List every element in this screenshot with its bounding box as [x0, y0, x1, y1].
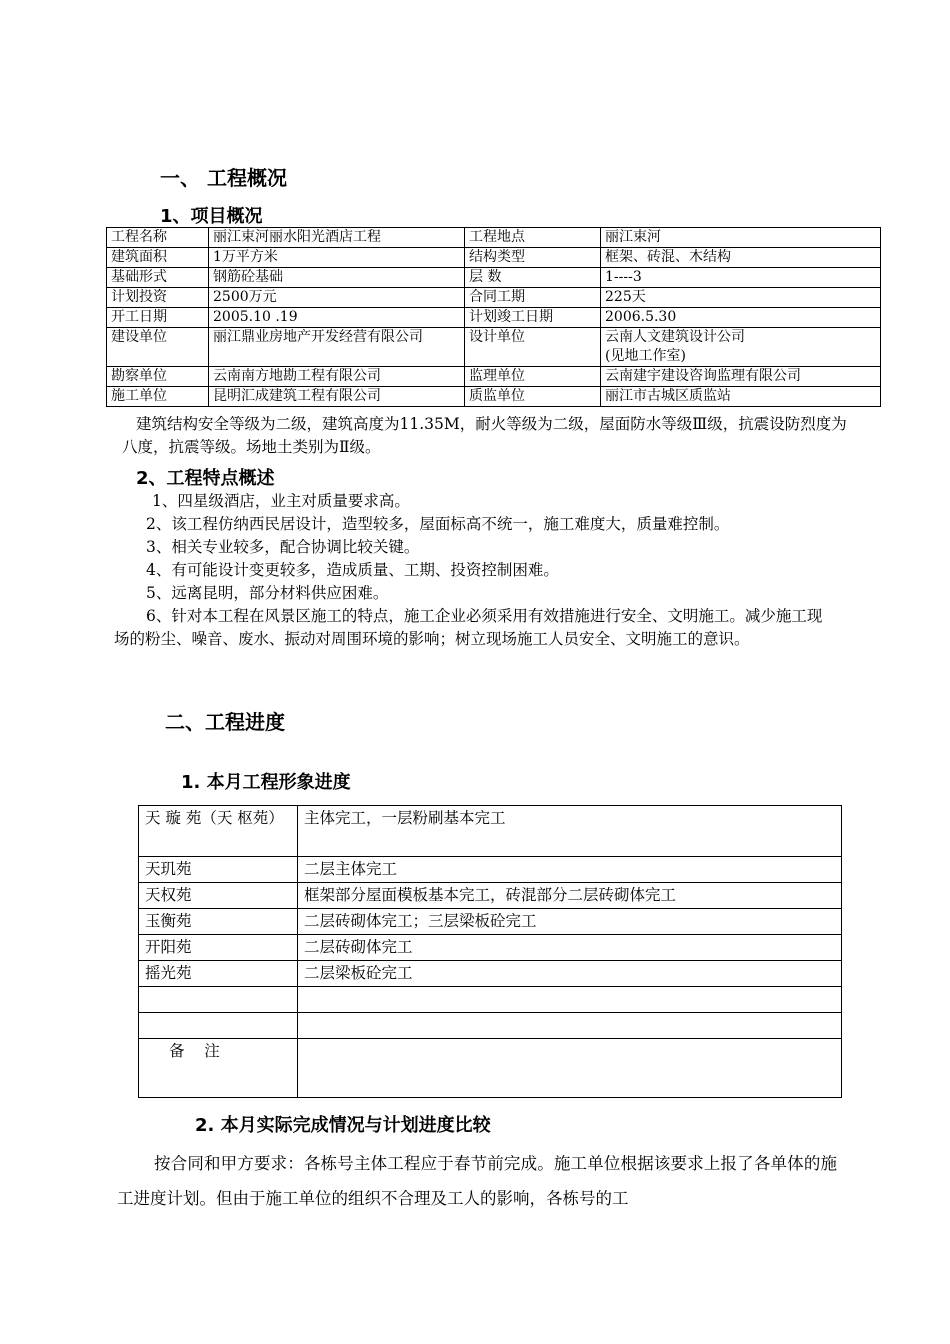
table-cell: 丽江束河丽水阳光酒店工程	[209, 228, 465, 248]
table-cell	[139, 987, 298, 1013]
list-item: 6、针对本工程在风景区施工的特点，施工企业必须采用有效措施进行安全、文明施工。减少施工现场的粉尘、噪音、废水、振动对周围环境的影响；树立现场施工人员安全、文明施工的意识。	[114, 607, 823, 648]
table-cell: 建设单位	[107, 328, 209, 367]
list-item: 1、四星级酒店，业主对质量要求高。	[152, 492, 410, 510]
table-row	[139, 935, 842, 961]
table-row	[107, 328, 881, 367]
table-cell: 天权苑	[139, 883, 298, 909]
table-row	[107, 248, 881, 268]
table-row	[107, 387, 881, 407]
table-cell: 云南人文建筑设计公司 (见地工作室)	[601, 328, 881, 367]
list-item: 2、该工程仿纳西民居设计，造型较多，屋面标高不统一，施工难度大，质量难控制。	[146, 515, 730, 533]
table-cell: 二层主体完工	[298, 857, 842, 883]
table-cell: 基础形式	[107, 268, 209, 288]
table-cell: 设计单位	[465, 328, 601, 367]
table-row	[139, 857, 842, 883]
table-cell: 工程名称	[107, 228, 209, 248]
table-cell: 计划竣工日期	[465, 308, 601, 328]
table-cell: 二层砖砌体完工	[298, 935, 842, 961]
table-cell: 框架部分屋面模板基本完工，砖混部分二层砖砌体完工	[298, 883, 842, 909]
table-row	[107, 308, 881, 328]
table-row	[139, 883, 842, 909]
table-cell: 2500万元	[209, 288, 465, 308]
table-cell: 框架、砖混、木结构	[601, 248, 881, 268]
table-cell: 勘察单位	[107, 367, 209, 387]
table-cell: 备 注	[139, 1039, 298, 1098]
table-row	[107, 268, 881, 288]
table-row	[139, 1039, 842, 1098]
table-cell: 钢筋砼基础	[209, 268, 465, 288]
table-cell: 丽江束河	[601, 228, 881, 248]
table-row	[107, 228, 881, 248]
table-row	[139, 1013, 842, 1039]
subsection-title-project: 1、项目概况	[160, 206, 263, 227]
table-cell: 云南建宇建设咨询监理有限公司	[601, 367, 881, 387]
table-cell: 天玑苑	[139, 857, 298, 883]
table-row	[107, 288, 881, 308]
table-cell: 二层梁板砼完工	[298, 961, 842, 987]
table-cell: 2006.5.30	[601, 308, 881, 328]
table-cell: 225天	[601, 288, 881, 308]
features-list	[114, 490, 836, 651]
table-cell: 天 璇 苑（天 枢苑）	[139, 806, 298, 857]
progress-table	[138, 805, 842, 1098]
table-row	[107, 367, 881, 387]
table-cell: 昆明汇成建筑工程有限公司	[209, 387, 465, 407]
table-cell	[298, 1013, 842, 1039]
table-cell: 1----3	[601, 268, 881, 288]
table-cell: 2005.10 .19	[209, 308, 465, 328]
table-row	[139, 806, 842, 857]
table-cell: 丽江市古城区质监站	[601, 387, 881, 407]
table-cell: 玉衡苑	[139, 909, 298, 935]
table-cell: 1万平方米	[209, 248, 465, 268]
list-item: 3、相关专业较多，配合协调比较关键。	[146, 538, 420, 556]
table-cell: 质监单位	[465, 387, 601, 407]
table-cell: 开阳苑	[139, 935, 298, 961]
section-title-progress: 二、工程进度	[165, 710, 285, 734]
table-cell	[298, 1039, 842, 1098]
table-cell: 二层砖砌体完工；三层梁板砼完工	[298, 909, 842, 935]
table-cell: 建筑面积	[107, 248, 209, 268]
table-row	[139, 961, 842, 987]
table-cell: 计划投资	[107, 288, 209, 308]
table-cell	[139, 1013, 298, 1039]
subsection-title-features: 2、工程特点概述	[136, 468, 275, 489]
table-cell: 云南南方地勘工程有限公司	[209, 367, 465, 387]
table-row	[139, 909, 842, 935]
subsection-title-monthly-progress: 1. 本月工程形象进度	[181, 772, 351, 793]
table-cell: 工程地点	[465, 228, 601, 248]
table-row	[139, 987, 842, 1013]
table-cell: 丽江鼎业房地产开发经营有限公司	[209, 328, 465, 367]
comparison-paragraph: 按合同和甲方要求：各栋号主体工程应于春节前完成。施工单位根据该要求上报了各单体的施工进度计划。但由于施工单位的组织不合理及工人的影响，各栋号的工	[117, 1154, 837, 1208]
table-cell: 主体完工，一层粉刷基本完工	[298, 806, 842, 857]
table-cell: 施工单位	[107, 387, 209, 407]
table-cell: 合同工期	[465, 288, 601, 308]
table-cell: 摇光苑	[139, 961, 298, 987]
list-item: 5、远离昆明，部分材料供应困难。	[146, 584, 389, 602]
subsection-title-comparison: 2. 本月实际完成情况与计划进度比较	[195, 1115, 491, 1136]
table-cell: 结构类型	[465, 248, 601, 268]
info-paragraph: 建筑结构安全等级为二级，建筑高度为11.35M，耐火等级为二级，屋面防水等级Ⅲ级，抗震设防烈度为八度，抗震等级。场地土类别为Ⅱ级。	[122, 415, 847, 456]
table-cell: 开工日期	[107, 308, 209, 328]
list-item: 4、有可能设计变更较多，造成质量、工期、投资控制困难。	[146, 561, 559, 579]
project-info-table	[106, 227, 881, 407]
section-title-overview: 一、 工程概况	[160, 166, 287, 190]
table-cell: 层 数	[465, 268, 601, 288]
table-cell: 监理单位	[465, 367, 601, 387]
table-cell	[298, 987, 842, 1013]
